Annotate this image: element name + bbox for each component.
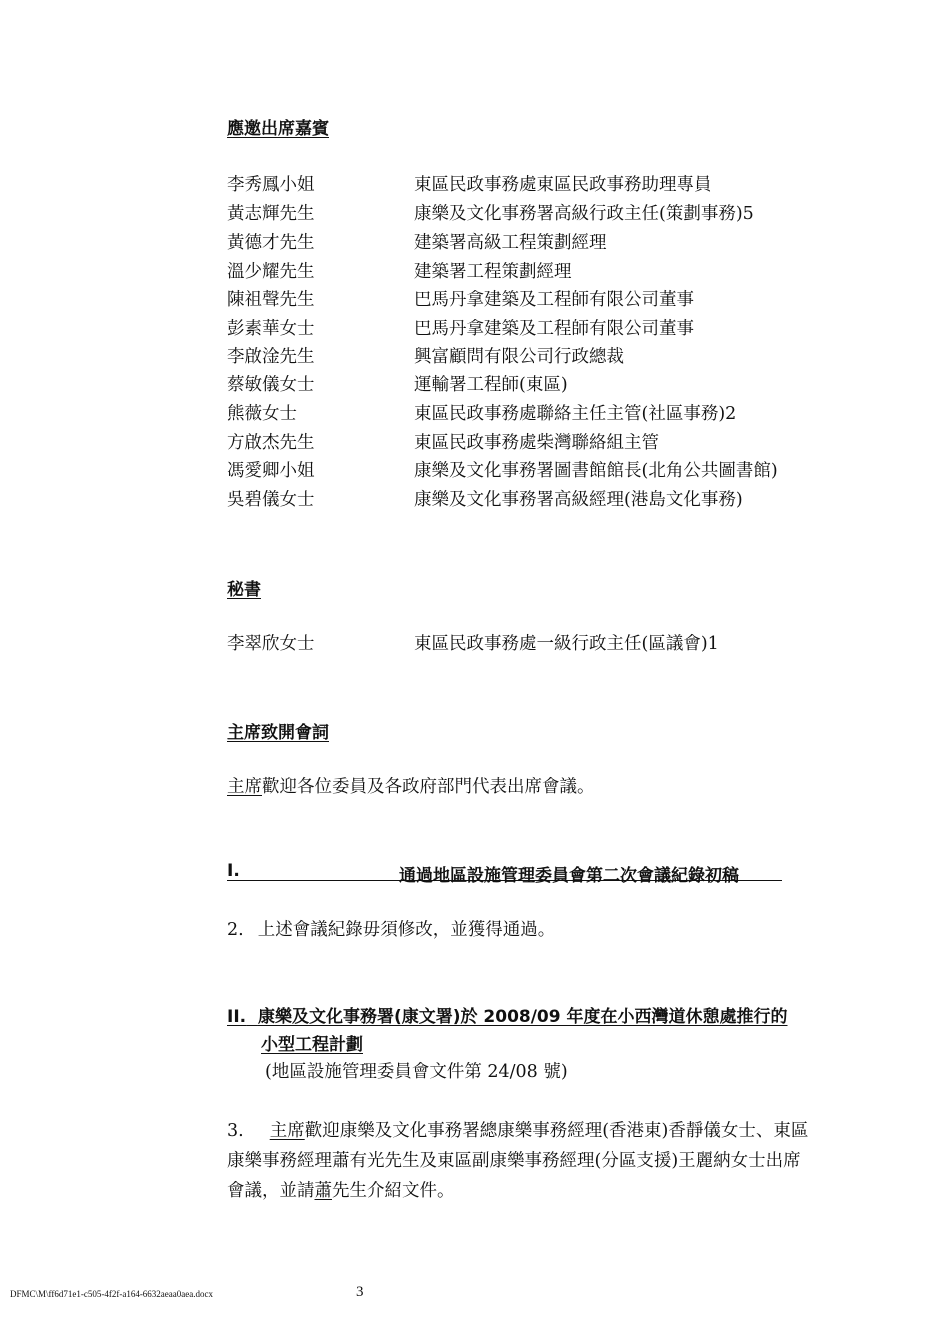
guest-row <box>227 400 867 429</box>
guest-title: 運輸署工程師(東區) <box>414 375 568 395</box>
footer-file-path: DFMC\M\ff6d71e1-c505-4f2f-a164-6632aeaa0aea.docx <box>10 1289 214 1299</box>
item2-paper-ref: (地區設施管理委員會文件第 24/08 號) <box>265 1062 568 1082</box>
guest-name: 黃志輝先生 <box>227 204 315 224</box>
opening-heading: 主席致開會詞 <box>227 723 329 743</box>
guest-name: 彭素華女士 <box>227 319 315 339</box>
guest-row <box>227 171 867 200</box>
opening-text: 歡迎各位委員及各政府部門代表出席會議。 <box>262 777 595 797</box>
guest-row <box>227 315 867 344</box>
guest-name: 李秀鳳小姐 <box>227 175 315 195</box>
item1-title: 通過地區設施管理委員會第二次會議紀錄初稿 <box>399 866 739 886</box>
item2-number: II. <box>227 1007 247 1027</box>
secretary-heading: 秘書 <box>227 580 261 600</box>
guest-row <box>227 229 867 258</box>
guests-heading: 應邀出席嘉賓 <box>227 119 329 139</box>
para-3 <box>227 1117 867 1207</box>
item2-title-line1: 康樂及文化事務署(康文署)於 2008/09 年度在小西灣道休憩處推行的 <box>257 1007 788 1027</box>
secretary-name: 李翠欣女士 <box>227 634 315 654</box>
guest-name: 李啟淦先生 <box>227 347 315 367</box>
para-2 <box>227 916 555 941</box>
guest-row <box>227 429 867 458</box>
guest-name: 方啟杰先生 <box>227 433 315 453</box>
item1-number: I. <box>227 861 240 881</box>
guest-name: 吳碧儀女士 <box>227 490 315 510</box>
guest-title: 東區民政事務處聯絡主任主管(社區事務)2 <box>414 404 737 424</box>
guest-title: 康樂及文化事務署圖書館館長(北角公共圖書館) <box>414 461 778 481</box>
guest-row <box>227 258 867 287</box>
para-3-text-1: 歡迎康樂及文化事務署總康樂事務經理(香港東)香靜儀女士、東區 <box>304 1121 809 1141</box>
guest-title: 康樂及文化事務署高級經理(港島文化事務) <box>414 490 743 510</box>
guest-name: 溫少耀先生 <box>227 262 315 282</box>
guest-name: 黃德才先生 <box>227 233 315 253</box>
chair-label: 主席 <box>227 777 262 797</box>
para-3-number: 3. <box>227 1121 244 1141</box>
guest-title: 巴馬丹拿建築及工程師有限公司董事 <box>414 319 694 339</box>
guest-title: 東區民政事務處東區民政事務助理專員 <box>414 175 712 195</box>
opening-paragraph <box>227 773 595 798</box>
guest-name: 馮愛卿小姐 <box>227 461 315 481</box>
speaker-name: 蕭 <box>314 1181 332 1201</box>
guest-name: 蔡敏儀女士 <box>227 375 315 395</box>
guest-title: 康樂及文化事務署高級行政主任(策劃事務)5 <box>414 204 754 224</box>
guest-title: 興富顧問有限公司行政總裁 <box>414 347 624 367</box>
guest-row <box>227 457 867 486</box>
item1-rule <box>227 880 782 881</box>
para-3-text-3b: 先生介紹文件。 <box>332 1181 455 1201</box>
para-3-line2: 康樂事務經理蕭有光先生及東區副康樂事務經理(分區支援)王麗納女士出席 <box>227 1151 801 1171</box>
secretary-row <box>227 630 867 659</box>
guest-title: 建築署高級工程策劃經理 <box>414 233 607 253</box>
para-3-line3 <box>227 1177 867 1207</box>
para-2-text: 上述會議紀錄毋須修改，並獲得通過。 <box>257 920 556 940</box>
para-2-number: 2. <box>227 920 244 940</box>
page-number: 3 <box>356 1284 364 1300</box>
guest-row <box>227 343 867 372</box>
item1-heading <box>227 861 782 886</box>
guest-name: 陳祖聲先生 <box>227 290 315 310</box>
para-3-line1 <box>227 1117 867 1147</box>
guest-row <box>227 486 867 515</box>
para-3-text-3a: 會議，並請 <box>227 1181 315 1201</box>
item2-title-line2: 小型工程計劃 <box>261 1035 363 1055</box>
guest-title: 巴馬丹拿建築及工程師有限公司董事 <box>414 290 694 310</box>
guest-row <box>227 200 867 229</box>
guest-title: 東區民政事務處柴灣聯絡組主管 <box>414 433 659 453</box>
chair-label: 主席 <box>269 1121 305 1141</box>
guest-row <box>227 371 867 400</box>
secretary-title: 東區民政事務處一級行政主任(區議會)1 <box>414 634 719 654</box>
guest-name: 熊薇女士 <box>227 404 297 424</box>
item2-heading-line1 <box>227 1002 788 1027</box>
guest-row <box>227 286 867 315</box>
guest-title: 建築署工程策劃經理 <box>414 262 572 282</box>
